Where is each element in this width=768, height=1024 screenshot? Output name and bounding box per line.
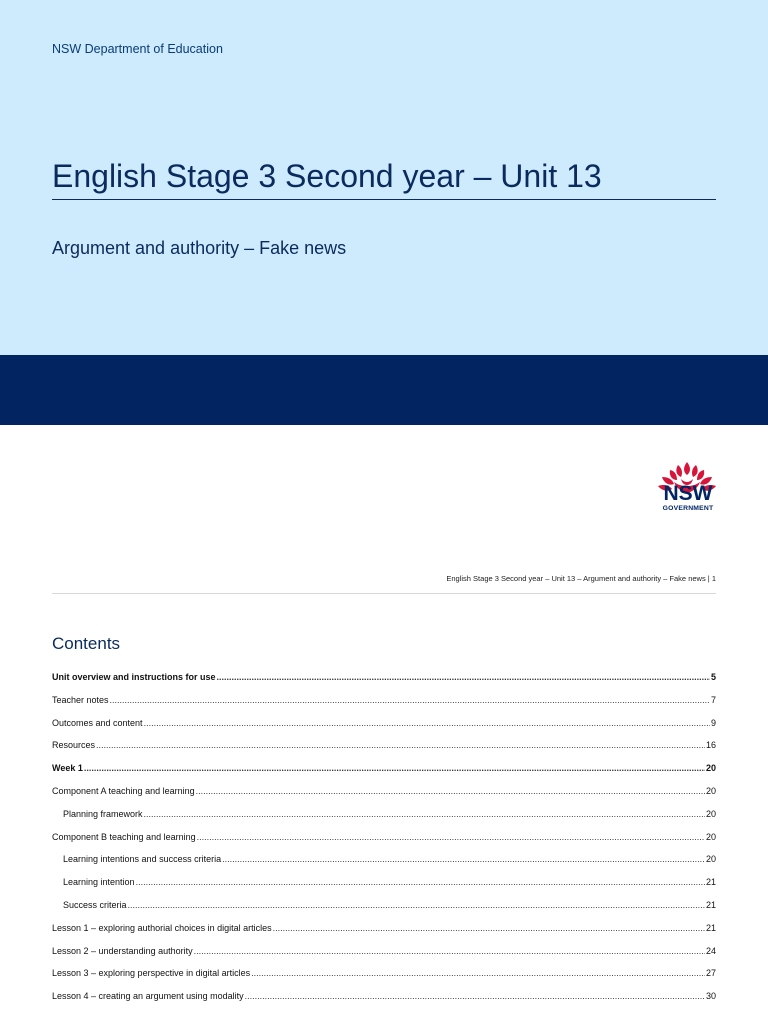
page-header: English Stage 3 Second year – Unit 13 – Argument and authority – Fake news | 1 [446,574,716,583]
toc-entry-label: Lesson 2 – understanding authority [52,945,193,956]
toc-leader-dots [110,695,710,705]
logo-government-text: GOVERNMENT [662,505,714,512]
toc-entry-label: Planning framework [63,808,143,819]
toc-leader-dots [245,991,705,1001]
toc-entry-label: Resources [52,740,96,751]
toc-leader-dots [136,877,705,887]
toc-entry-label: Learning intentions and success criteria [63,854,222,865]
toc-entry-page: 21 [705,899,716,910]
toc-entry[interactable] [52,991,716,1014]
toc-leader-dots [217,672,710,682]
toc-entry-label: Lesson 3 – exploring perspective in digital articles [52,968,251,979]
toc-leader-dots [222,854,705,864]
toc-entry-page: 20 [705,763,716,774]
toc-entry-page: 20 [705,808,716,819]
toc-entry-label: Lesson 1 – exploring authorial choices in digital articles [52,922,272,933]
toc-entry-label: Teacher notes [52,694,109,705]
toc-entry[interactable] [52,900,716,923]
toc-entry[interactable] [52,946,716,969]
toc-leader-dots [196,786,705,796]
toc-entry-page: 24 [705,945,716,956]
document-subtitle: Argument and authority – Fake news [52,238,347,258]
contents-heading: Contents [52,634,121,653]
toc-leader-dots [84,763,705,773]
toc-entry-page: 20 [705,854,716,865]
toc-entry[interactable] [52,672,716,695]
toc-entry-page: 20 [705,831,716,842]
toc-entry[interactable] [52,763,716,786]
toc-entry[interactable] [52,877,716,900]
toc-entry-label: Component A teaching and learning [52,785,195,796]
toc-entry-label: Outcomes and content [52,717,143,728]
toc-leader-dots [144,809,705,819]
toc-entry[interactable] [52,740,716,763]
toc-entry-page: 16 [705,740,716,751]
toc-leader-dots [96,740,705,750]
toc-entry-page: 9 [710,717,716,728]
toc-entry[interactable] [52,854,716,877]
toc-leader-dots [144,718,710,728]
title-underline [52,199,716,200]
toc-entry-label: Lesson 4 – creating an argument using modality [52,991,244,1002]
logo-nsw-text: NSW [663,482,713,505]
toc-entry-label: Unit overview and instructions for use [52,672,216,682]
toc-entry-label: Component B teaching and learning [52,831,196,842]
toc-entry-page: 27 [705,968,716,979]
toc-leader-dots [194,946,705,956]
toc-entry-label: Week 1 [52,763,83,774]
toc-leader-dots [273,923,705,933]
toc-entry[interactable] [52,832,716,855]
header-divider [52,593,716,594]
toc-entry-page: 21 [705,922,716,933]
document-title: English Stage 3 Second year – Unit 13 [52,158,602,194]
toc-entry[interactable] [52,809,716,832]
cover-dark-band [0,355,768,425]
department-name: NSW Department of Education [52,42,223,56]
toc-entry-label: Success criteria [63,899,127,910]
toc-entry-page: 30 [705,991,716,1002]
toc-entry-page: 21 [705,877,716,888]
toc-entry[interactable] [52,695,716,718]
toc-entry-page: 20 [705,785,716,796]
toc-leader-dots [197,832,705,842]
toc-entry[interactable] [52,786,716,809]
toc-entry-label: Learning intention [63,877,135,888]
cover-light-panel [0,0,768,355]
table-of-contents [52,672,716,1014]
toc-entry[interactable] [52,718,716,741]
toc-entry[interactable] [52,968,716,991]
toc-leader-dots [251,968,705,978]
toc-leader-dots [128,900,705,910]
toc-entry[interactable] [52,923,716,946]
toc-entry-page: 7 [710,694,716,705]
toc-entry-page: 5 [710,672,716,682]
